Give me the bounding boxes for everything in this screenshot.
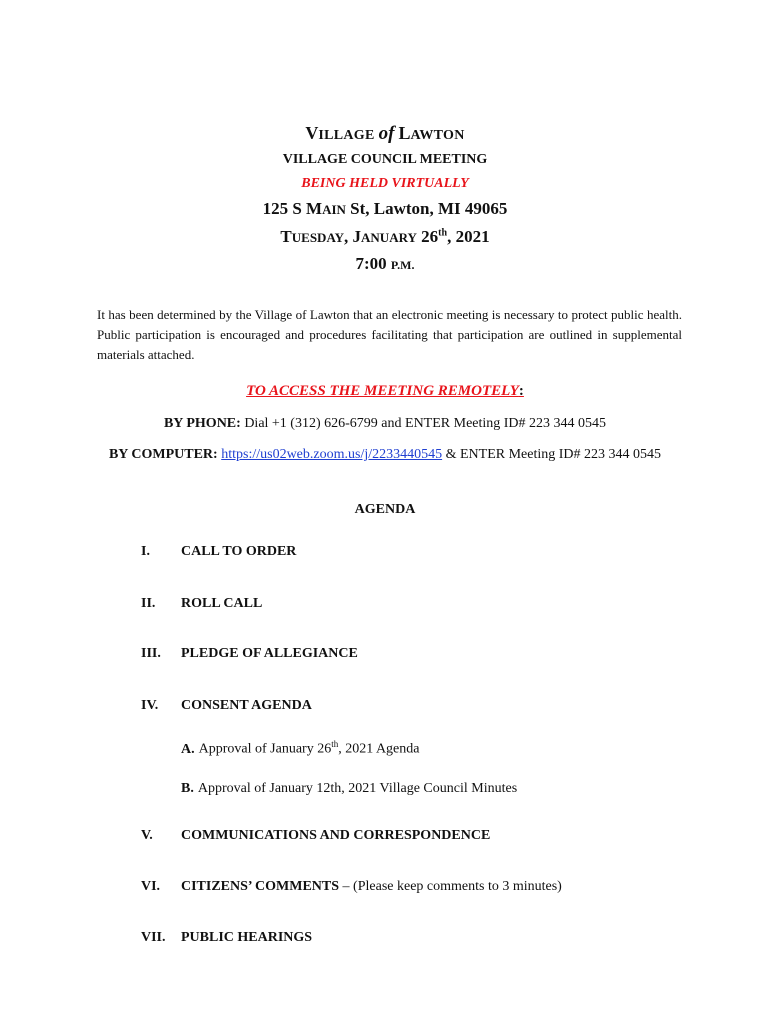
document-title: VILLAGE of LAWTON	[305, 123, 465, 144]
computer-access-line: BY COMPUTER: https://us02web.zoom.us/j/2233440545 & ENTER Meeting ID# 223 344 0545	[108, 447, 662, 462]
zoom-meeting-link[interactable]: https://us02web.zoom.us/j/2233440545	[221, 447, 443, 462]
consent-subitem: A. Approval of January 26th, 2021 Agenda	[181, 739, 420, 757]
meeting-date: TUESDAY, JANUARY 26th, 2021	[280, 227, 490, 246]
agenda-item-number: I.	[141, 544, 150, 559]
virtual-notice: BEING HELD VIRTUALLY	[301, 176, 469, 191]
consent-subitem: B. Approval of January 12th, 2021 Village Council Minutes	[181, 781, 518, 796]
agenda-item-label: COMMUNICATIONS AND CORRESPONDENCE	[181, 828, 491, 843]
meeting-address: 125 S MAIN St, Lawton, MI 49065	[262, 199, 508, 218]
agenda-item-number: VI.	[141, 879, 161, 894]
agenda-item-label: ROLL CALL	[181, 596, 263, 611]
meeting-subtitle: VILLAGE COUNCIL MEETING	[282, 152, 488, 167]
agenda-item-label: CALL TO ORDER	[181, 544, 297, 559]
agenda-item-label: PUBLIC HEARINGS	[181, 930, 313, 945]
agenda-item-number: IV.	[141, 698, 159, 713]
agenda-item-number: V.	[141, 828, 153, 843]
meeting-time: 7:00 P.M.	[355, 254, 415, 273]
agenda-item-label: CONSENT AGENDA	[181, 698, 312, 713]
agenda-item-label: CITIZENS’ COMMENTS – (Please keep comments to 3 minutes)	[181, 879, 562, 894]
phone-access-line: BY PHONE: Dial +1 (312) 626-6799 and ENTER Meeting ID# 223 344 0545	[163, 416, 607, 431]
remote-access-heading: TO ACCESS THE MEETING REMOTELY:	[246, 383, 524, 399]
agenda-heading: AGENDA	[354, 502, 416, 517]
intro-paragraph: It has been determined by the Village of Lawton that an electronic meeting is necessary to protect public health. Public participation is encouraged and procedures facilitating that participation are outlined in supplemental materials attached.	[97, 307, 682, 362]
agenda-item-number: III.	[141, 646, 161, 661]
agenda-item-label: PLEDGE OF ALLEGIANCE	[181, 646, 358, 661]
agenda-item-number: VII.	[141, 930, 166, 945]
agenda-item-number: II.	[141, 596, 156, 611]
